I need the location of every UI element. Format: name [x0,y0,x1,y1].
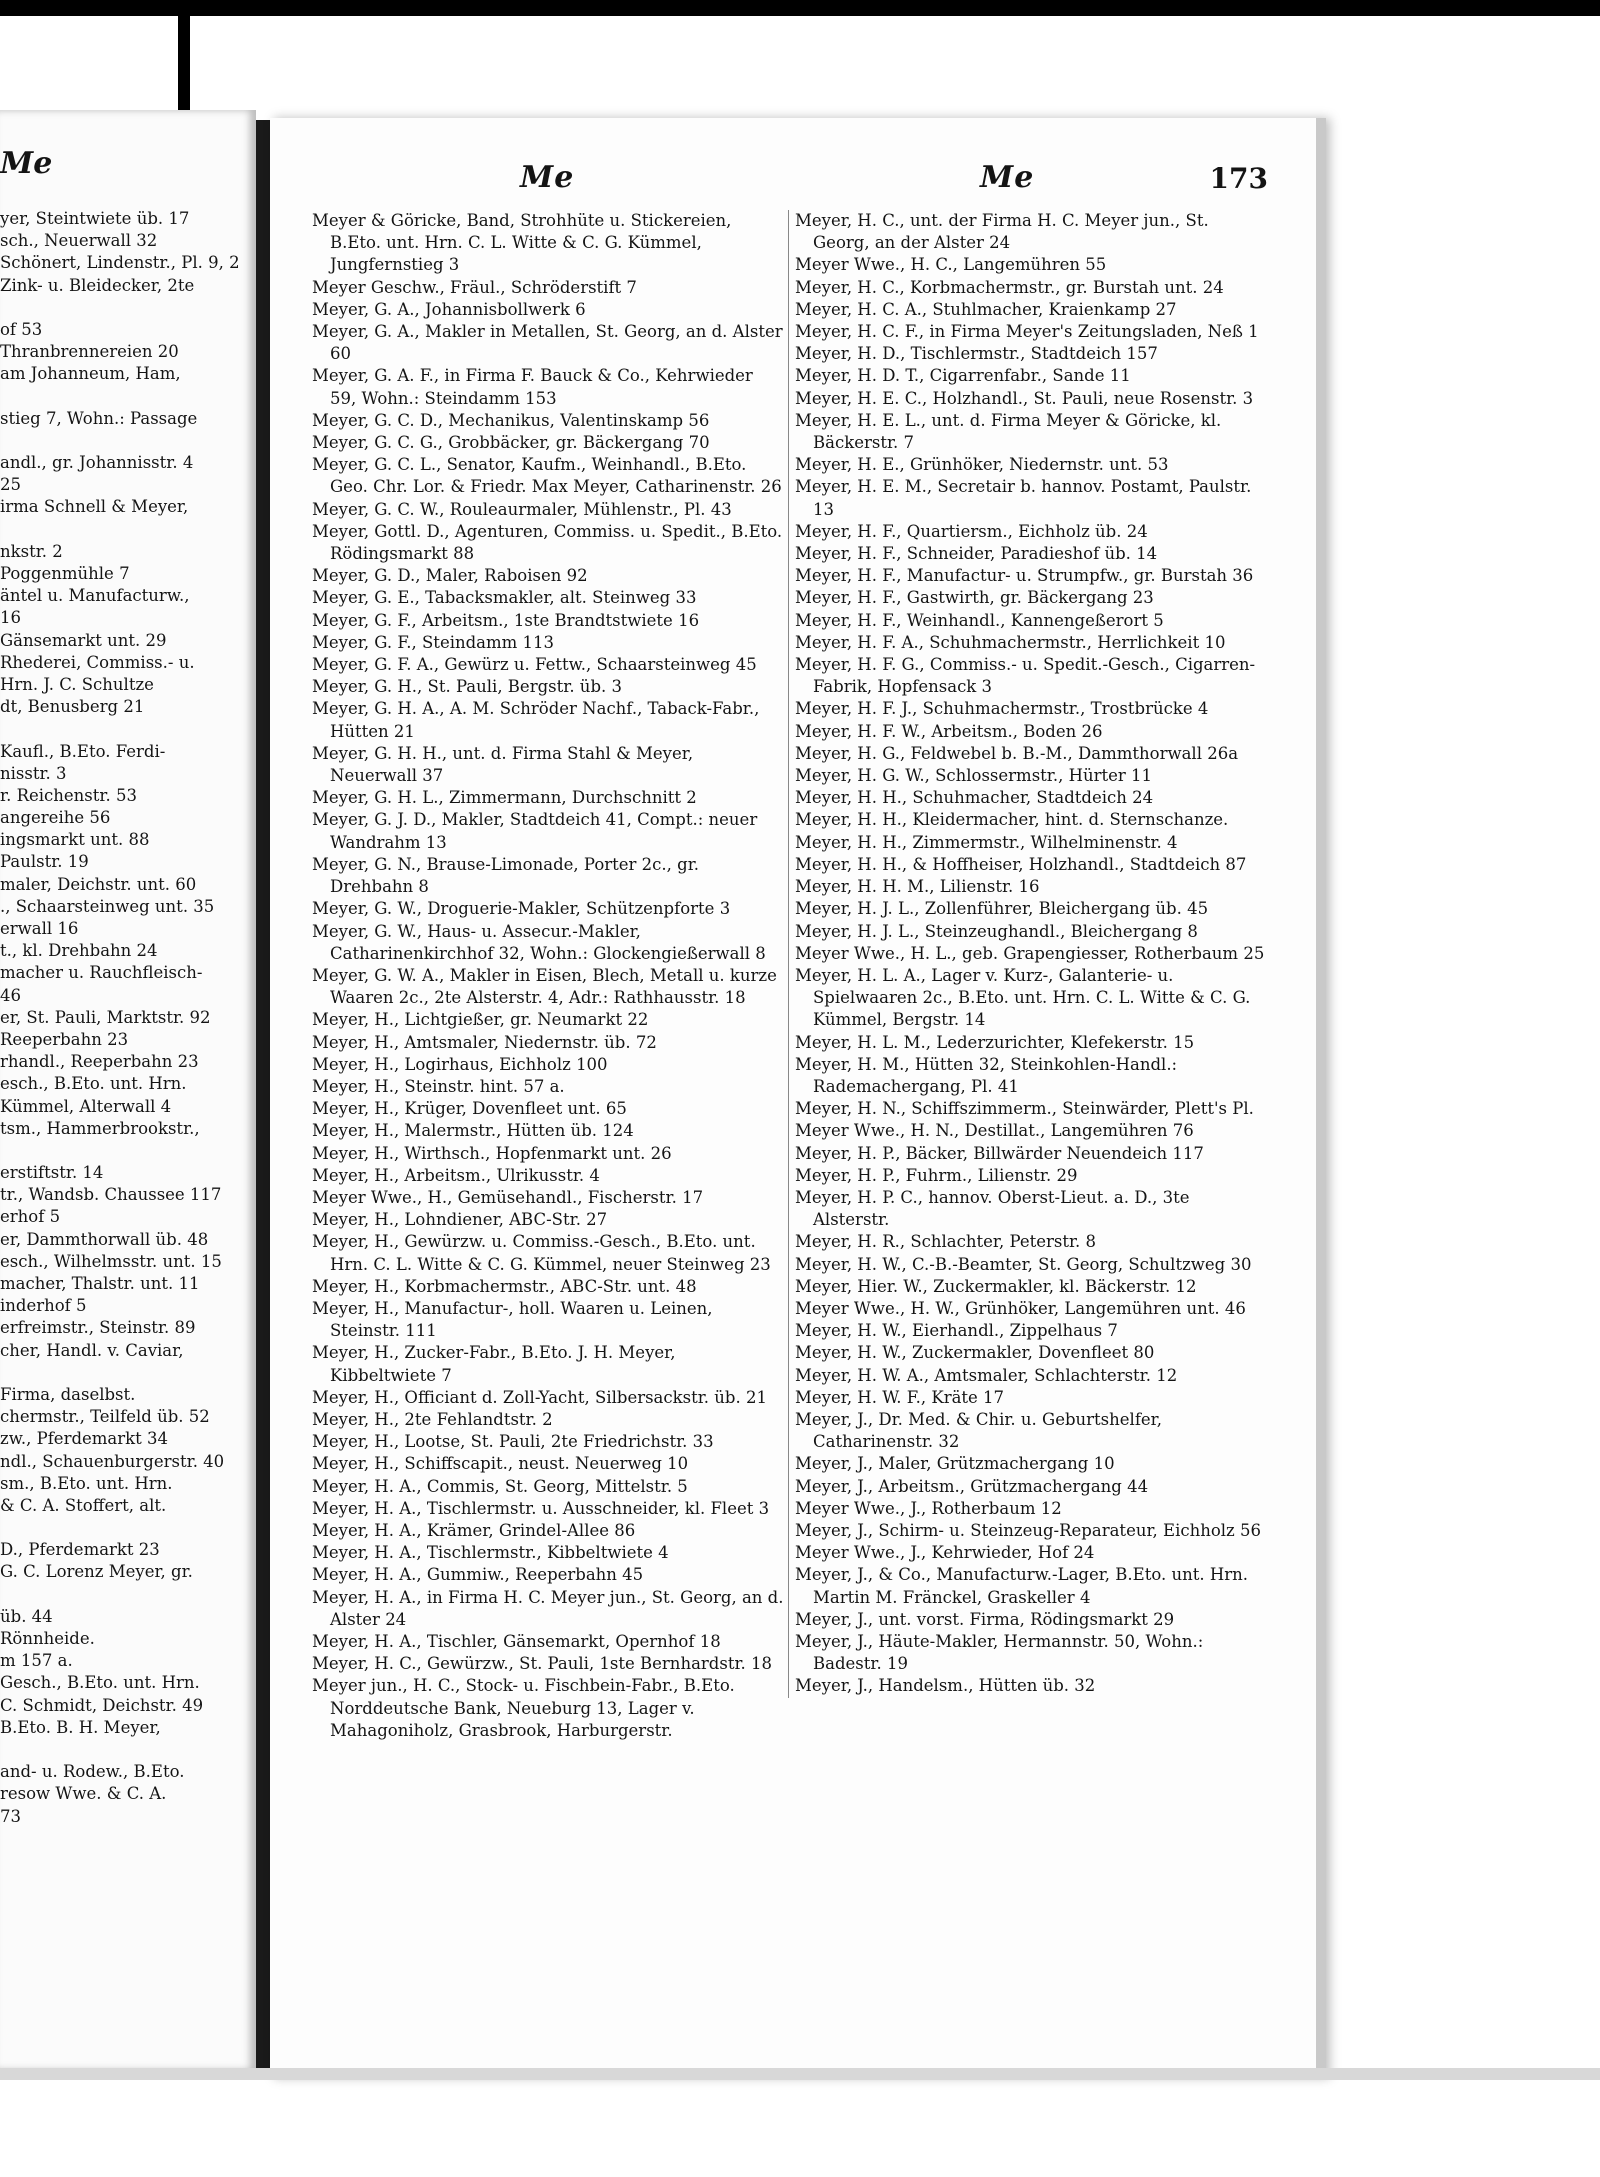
directory-entry: Meyer, G. H. L., Zimmermann, Durchschnitt 2 [312,788,697,808]
page-number: 173 [1209,162,1268,195]
left-page-line: G. C. Lorenz Meyer, gr. [0,1562,193,1582]
right-page [270,118,1326,2078]
directory-entry: Meyer, J., Handelsm., Hütten üb. 32 [795,1676,1096,1696]
directory-entry: Meyer, H., Lohndiener, ABC-Str. 27 [312,1210,608,1230]
directory-entry: Meyer, G. F., Steindamm 113 [312,632,555,652]
left-page-line: and- u. Rodew., B.Eto. [0,1762,185,1782]
left-page-line: sm., B.Eto. unt. Hrn. [0,1473,173,1493]
left-page-line: Thranbrennereien 20 [0,342,179,362]
left-page-line: m 157 a. [0,1651,73,1671]
left-page-line: 25 [0,475,21,495]
left-page-line: chermstr., Teilfeld üb. 52 [0,1407,210,1427]
directory-entry: Meyer, H. E., Grünhöker, Niedernstr. unt. 53 [795,455,1169,475]
directory-entry: Meyer, J., & Co., Manufacturw.-Lager, B.Eto. unt. Hrn. Martin M. Fränckel, Graskeller 4 [795,1565,1254,1607]
directory-entry: Meyer, H., Malermstr., Hütten üb. 124 [312,1121,634,1141]
left-page-line: erstiftstr. 14 [0,1163,104,1183]
scan-frame-top [0,0,1600,16]
directory-entry: Meyer, H. C., Gewürzw., St. Pauli, 1ste Bernhardstr. 18 [312,1654,773,1674]
directory-column-right [788,210,1267,1698]
left-page-line: angereihe 56 [0,808,111,828]
left-page-line: macher, Thalstr. unt. 11 [0,1274,200,1293]
left-page-line: & C. A. Stoffert, alt. [0,1495,167,1515]
directory-entry: Meyer, H. F., Quartiersm., Eichholz üb. 24 [795,521,1148,541]
directory-entry: Meyer, G. W. A., Makler in Eisen, Blech, Metall u. kurze Waaren 2c., 2te Alsterstr. 4, Adr.: Rathhausstr. 18 [312,965,783,1008]
directory-entry: Meyer, H. E. C., Holzhandl., St. Pauli, neue Rosenstr. 3 [795,388,1254,408]
left-page-line: maler, Deichstr. unt. 60 [0,874,197,894]
directory-entry: Meyer, H., Amtsmaler, Niedernstr. üb. 72 [312,1032,657,1052]
directory-entry: Meyer, H. A., Gummiw., Reeperbahn 45 [312,1565,644,1585]
left-page-line [0,1739,256,1761]
left-page-line: Paulstr. 19 [0,852,89,872]
directory-entry: Meyer, H. H., Schuhmacher, Stadtdeich 24 [795,788,1154,808]
left-page-line: Firma, daselbst. [0,1384,136,1404]
left-page-line: erfreimstr., Steinstr. 89 [0,1318,196,1338]
left-page-line: yer, Steintwiete üb. 17 [0,209,190,228]
running-head-left: Me [520,160,575,195]
directory-entry: Meyer, G. H. H., unt. d. Firma Stahl & Meyer, Neuerwall 37 [312,743,699,786]
directory-entry: Meyer, G. A. F., in Firma F. Bauck & Co., Kehrwieder 59, Wohn.: Steindamm 153 [312,366,759,408]
directory-entry: Meyer, H. W., Zuckermakler, Dovenfleet 80 [795,1343,1155,1363]
left-page-line [0,430,256,452]
directory-entry: Meyer, H. F. W., Arbeitsm., Boden 26 [795,721,1103,741]
directory-entry: Meyer, G. C. L., Senator, Kaufm., Weinhandl., B.Eto. Geo. Chr. Lor. & Friedr. Max Meyer, Catharinenstr. 26 [312,455,782,497]
directory-entry: Meyer, H. A., Commis, St. Georg, Mittelstr. 5 [312,1476,688,1496]
directory-entry: Meyer Wwe., H., Gemüsehandl., Fischerstr. 17 [312,1187,704,1207]
directory-entry: Meyer, H. A., in Firma H. C. Meyer jun., St. Georg, an d. Alster 24 [312,1587,789,1629]
left-page-line [0,297,256,319]
directory-entry: Meyer & Göricke, Band, Strohhüte u. Stickereien, B.Eto. unt. Hrn. C. L. Witte & C. G. Kümmel, Jungfernstieg 3 [312,211,737,275]
directory-entry: Meyer, J., Schirm- u. Steinzeug-Reparateur, Eichholz 56 [795,1520,1261,1540]
left-page-line: Rönnheide. [0,1629,95,1648]
directory-entry: Meyer, Gottl. D., Agenturen, Commiss. u. Spedit., B.Eto. Rödingsmarkt 88 [312,521,788,564]
directory-entry: Meyer, H. L. A., Lager v. Kurz-, Galanterie- u. Spielwaaren 2c., B.Eto. unt. Hrn. C. L. Witte & C. G. Kümmel, Bergstr. 14 [795,965,1256,1030]
directory-entry: Meyer, H., Officiant d. Zoll-Yacht, Silbersackstr. üb. 21 [312,1387,767,1407]
directory-entry: Meyer, H. F., Manufactur- u. Strumpfw., gr. Burstah 36 [795,566,1254,586]
directory-entry: Meyer, H. C., unt. der Firma H. C. Meyer jun., St. Georg, an der Alster 24 [795,211,1214,253]
directory-entry: Meyer, H. W. F., Kräte 17 [795,1387,1005,1407]
directory-entry: Meyer, J., unt. vorst. Firma, Rödingsmarkt 29 [795,1609,1175,1629]
directory-entry: Meyer, H. M., Hütten 32, Steinkohlen-Handl.: Rademachergang, Pl. 41 [795,1054,1183,1096]
left-page-line: 73 [0,1806,21,1826]
directory-entry: Meyer, H. E. L., unt. d. Firma Meyer & Göricke, kl. Bäckerstr. 7 [795,410,1227,453]
left-page-line: irma Schnell & Meyer, [0,497,189,517]
directory-entry: Meyer, G. H., St. Pauli, Bergstr. üb. 3 [312,677,622,697]
left-page-line: erhof 5 [0,1207,61,1227]
directory-entry: Meyer, G. W., Haus- u. Assecur.-Makler, Catharinenkirchhof 32, Wohn.: Glockengießerwall 8 [312,921,766,963]
left-page-line: stieg 7, Wohn.: Passage [0,408,198,428]
running-head-right: Me [980,160,1035,195]
directory-entry: Meyer, H., Lichtgießer, gr. Neumarkt 22 [312,1010,649,1030]
directory-entry: Meyer, G. F., Arbeitsm., 1ste Brandtstwiete 16 [312,610,700,630]
directory-entry: Meyer, G. C. W., Rouleaurmaler, Mühlenstr., Pl. 43 [312,499,732,519]
directory-entry: Meyer, H., Krüger, Dovenfleet unt. 65 [312,1099,627,1119]
left-page-line: äntel u. Manufacturw., [0,586,190,606]
left-page-line [0,1584,256,1606]
left-page-line: zw., Pferdemarkt 34 [0,1429,169,1449]
left-page-line: inderhof 5 [0,1296,87,1316]
directory-entry: Meyer, H. H., Zimmermstr., Wilhelminenstr. 4 [795,832,1178,852]
directory-entry: Meyer, G. E., Tabacksmakler, alt. Steinweg 33 [312,588,697,608]
directory-entry: Meyer, H. N., Schiffszimmerm., Steinwärder, Plett's Pl. [795,1099,1254,1119]
directory-entry: Meyer, H. L. M., Lederzurichter, Klefekerstr. 15 [795,1032,1195,1052]
left-page-fragment [0,110,256,2070]
left-page-line: nkstr. 2 [0,541,63,561]
left-page-line: Gesch., B.Eto. unt. Hrn. [0,1673,200,1693]
left-page-line: sch., Neuerwall 32 [0,231,158,251]
directory-entry: Meyer, H. F. A., Schuhmachermstr., Herrlichkeit 10 [795,632,1226,652]
directory-entry: Meyer Wwe., H. L., geb. Grapengiesser, Rotherbaum 25 [795,943,1265,963]
directory-entry: Meyer, G. H. A., A. M. Schröder Nachf., Taback-Fabr., Hütten 21 [312,699,765,741]
directory-entry: Meyer, H. A., Tischler, Gänsemarkt, Opernhof 18 [312,1632,721,1651]
directory-entry: Meyer, J., Maler, Grützmachergang 10 [795,1454,1115,1474]
directory-entry: Meyer, H. W. A., Amtsmaler, Schlachterstr. 12 [795,1365,1178,1385]
left-page-line: D., Pferdemarkt 23 [0,1540,160,1560]
directory-entry: Meyer, H. A., Krämer, Grindel-Allee 86 [312,1520,636,1540]
directory-entry: Meyer, H. H., & Hoffheiser, Holzhandl., Stadtdeich 87 [795,854,1247,874]
left-page-line [0,1140,256,1162]
left-page-line: 16 [0,608,21,628]
directory-entry: Meyer, H., Gewürzw. u. Commiss.-Gesch., B.Eto. unt. Hrn. C. L. Witte & C. G. Kümmel, neuer Steinweg 23 [312,1232,771,1274]
left-page-line: Hrn. J. C. Schultze [0,674,154,694]
directory-entry: Meyer, Hier. W., Zuckermakler, kl. Bäckerstr. 12 [795,1276,1197,1296]
left-page-line: Kaufl., B.Eto. Ferdi- [0,741,166,761]
left-page-line: 46 [0,985,21,1005]
directory-entry: Meyer, G. W., Droguerie-Makler, Schützenpforte 3 [312,899,731,919]
directory-entry: Meyer, H. P., Fuhrm., Lilienstr. 29 [795,1165,1078,1185]
directory-entry: Meyer Geschw., Fräul., Schröderstift 7 [312,277,637,297]
left-page-line: andl., gr. Johannisstr. 4 [0,453,194,473]
directory-entry: Meyer, H. A., Tischlermstr. u. Ausschneider, kl. Fleet 3 [312,1498,770,1518]
left-page-line: B.Eto. B. H. Meyer, [0,1717,161,1737]
directory-entry: Meyer, H. D., Tischlermstr., Stadtdeich 157 [795,344,1158,364]
left-page-line: C. Schmidt, Deichstr. 49 [0,1695,204,1715]
directory-entry: Meyer, H. C. F., in Firma Meyer's Zeitungsladen, Neß 1 [795,322,1259,342]
directory-entry: Meyer, H. G. W., Schlossermstr., Hürter 11 [795,766,1153,786]
left-page-line: erwall 16 [0,919,79,938]
directory-entry: Meyer, G. C. G., Grobbäcker, gr. Bäckergang 70 [312,433,710,453]
directory-entry: Meyer, G. N., Brause-Limonade, Porter 2c., gr. Drehbahn 8 [312,854,705,897]
directory-entry: Meyer jun., H. C., Stock- u. Fischbein-Fabr., B.Eto. Norddeutsche Bank, Neueburg 13, Lager v. Mahagoniholz, Grasbrook, Harburgerstr. [312,1676,740,1740]
left-page-line: Zink- u. Bleidecker, 2te [0,275,195,295]
left-page-line [0,386,256,408]
left-page-line: of 53 [0,319,43,339]
directory-entry: Meyer Wwe., H. N., Destillat., Langemühren 76 [795,1121,1194,1141]
left-page-line: t., kl. Drehbahn 24 [0,941,158,961]
directory-entry: Meyer, H. C. A., Stuhlmacher, Kraienkamp 27 [795,299,1177,319]
left-page-line [0,1517,256,1539]
left-page-line: ., Schaarsteinweg unt. 35 [0,896,215,916]
directory-entry: Meyer, J., Arbeitsm., Grützmachergang 44 [795,1476,1149,1496]
directory-entry: Meyer, H. R., Schlachter, Peterstr. 8 [795,1232,1097,1252]
left-page-line: tr., Wandsb. Chaussee 117 [0,1185,222,1205]
directory-entry: Meyer, H., 2te Fehlandtstr. 2 [312,1409,553,1429]
directory-entry: Meyer, H. D. T., Cigarrenfabr., Sande 11 [795,366,1131,386]
left-page-column [0,208,256,1828]
directory-entry: Meyer, G. D., Maler, Raboisen 92 [312,566,588,586]
directory-entry: Meyer, H. W., Eierhandl., Zippelhaus 7 [795,1321,1118,1341]
directory-entry: Meyer, J., Dr. Med. & Chir. u. Geburtshelfer, Catharinenstr. 32 [795,1409,1168,1452]
left-page-line: ingsmarkt unt. 88 [0,830,150,850]
left-page-line: Rhederei, Commiss.- u. [0,652,195,672]
directory-entry: Meyer, H., Logirhaus, Eichholz 100 [312,1054,608,1074]
directory-entry: Meyer, H., Manufactur-, holl. Waaren u. Leinen, Steinstr. 111 [312,1298,718,1341]
directory-entry: Meyer, H., Steinstr. hint. 57 a. [312,1076,565,1096]
left-page-line: er, St. Pauli, Marktstr. 92 [0,1007,211,1027]
directory-entry: Meyer, H. F., Schneider, Paradieshof üb. 14 [795,544,1158,564]
directory-entry: Meyer, H. H., Kleidermacher, hint. d. Sternschanze. [795,810,1229,830]
left-page-line: r. Reichenstr. 53 [0,785,137,805]
directory-entry: Meyer, H. E. M., Secretair b. hannov. Postamt, Paulstr. 13 [795,477,1257,519]
left-page-line [0,1362,256,1384]
left-page-line: cher, Handl. v. Caviar, [0,1340,184,1360]
left-page-line: resow Wwe. & C. A. [0,1784,167,1804]
directory-entry: Meyer, H., Zucker-Fabr., B.Eto. J. H. Meyer, Kibbeltwiete 7 [312,1343,681,1385]
directory-entry: Meyer, G. C. D., Mechanikus, Valentinskamp 56 [312,410,710,430]
directory-entry: Meyer, H., Korbmachermstr., ABC-Str. unt. 48 [312,1276,697,1296]
book-gutter [256,120,270,2070]
directory-entry: Meyer, H. J. L., Zollenführer, Bleichergang üb. 45 [795,899,1209,919]
directory-entry: Meyer, H. P. C., hannov. Oberst-Lieut. a. D., 3te Alsterstr. [795,1187,1195,1230]
left-page-line: nisstr. 3 [0,763,67,783]
left-page-line: er, Dammthorwall üb. 48 [0,1229,209,1249]
directory-entry: Meyer, H., Arbeitsm., Ulrikusstr. 4 [312,1165,600,1185]
directory-column-left [312,210,789,1742]
directory-entry: Meyer, H. J. L., Steinzeughandl., Bleichergang 8 [795,921,1198,941]
directory-entry: Meyer, H. F., Gastwirth, gr. Bäckergang 23 [795,588,1154,608]
directory-entry: Meyer, H., Schiffscapit., neust. Neuerweg 10 [312,1454,689,1474]
left-page-line: Poggenmühle 7 [0,564,130,583]
left-page-line: Reeperbahn 23 [0,1029,129,1049]
directory-entry: Meyer Wwe., J., Rotherbaum 12 [795,1498,1062,1518]
directory-entry: Meyer, H. G., Feldwebel b. B.-M., Dammthorwall 26a [795,743,1239,763]
directory-entry: Meyer, G. F. A., Gewürz u. Fettw., Schaarsteinweg 45 [312,655,757,675]
left-page-line: Schönert, Lindenstr., Pl. 9, 2 [0,253,240,273]
directory-entry: Meyer, H., Lootse, St. Pauli, 2te Friedrichstr. 33 [312,1432,714,1452]
left-page-line: rhandl., Reeperbahn 23 [0,1052,199,1072]
directory-entry: Meyer Wwe., J., Kehrwieder, Hof 24 [795,1543,1095,1563]
directory-entry: Meyer, H. F. J., Schuhmachermstr., Trostbrücke 4 [795,699,1209,719]
left-page-line: macher u. Rauchfleisch- [0,963,203,983]
directory-entry: Meyer, H. C., Korbmachermstr., gr. Burstah unt. 24 [795,277,1224,297]
directory-entry: Meyer, H. F., Weinhandl., Kannengeßerort 5 [795,610,1164,630]
left-page-line: dt, Benusberg 21 [0,697,145,717]
left-page-line: esch., B.Eto. unt. Hrn. [0,1074,187,1094]
directory-entry: Meyer, H. H. M., Lilienstr. 16 [795,877,1040,897]
left-page-line: ndl., Schauenburgerstr. 40 [0,1451,225,1471]
directory-entry: Meyer, H. A., Tischlermstr., Kibbeltwiete 4 [312,1543,669,1563]
directory-entry: Meyer, H. W., C.-B.-Beamter, St. Georg, Schultzweg 30 [795,1254,1252,1274]
directory-entry: Meyer, H., Wirthsch., Hopfenmarkt unt. 26 [312,1143,672,1163]
directory-entry: Meyer, J., Häute-Makler, Hermannstr. 50, Wohn.: Badestr. 19 [795,1632,1209,1674]
left-page-line [0,718,256,740]
left-page-line: am Johanneum, Ham, [0,364,181,384]
directory-entry: Meyer, G. J. D., Makler, Stadtdeich 41, Compt.: neuer Wandrahm 13 [312,810,763,852]
scan-frame-bottom [0,2068,1600,2080]
left-page-line: esch., Wilhelmsstr. unt. 15 [0,1251,222,1271]
left-page-line: Gänsemarkt unt. 29 [0,630,167,650]
directory-entry: Meyer, H. F. G., Commiss.- u. Spedit.-Gesch., Cigarren-Fabrik, Hopfensack 3 [795,655,1256,697]
left-page-line: tsm., Hammerbrookstr., [0,1118,200,1138]
left-page-line [0,519,256,541]
left-page-line: üb. 44 [0,1606,53,1626]
directory-entry: Meyer, G. A., Johannisbollwerk 6 [312,299,586,319]
directory-entry: Meyer, H. P., Bäcker, Billwärder Neuendeich 117 [795,1143,1204,1163]
left-running-head: Me [0,146,53,181]
directory-entry: Meyer, G. A., Makler in Metallen, St. Georg, an d. Alster 60 [312,322,788,364]
directory-entry: Meyer Wwe., H. C., Langemühren 55 [795,255,1107,275]
left-page-line: Kümmel, Alterwall 4 [0,1096,172,1116]
directory-entry: Meyer Wwe., H. W., Grünhöker, Langemühren unt. 46 [795,1298,1246,1318]
